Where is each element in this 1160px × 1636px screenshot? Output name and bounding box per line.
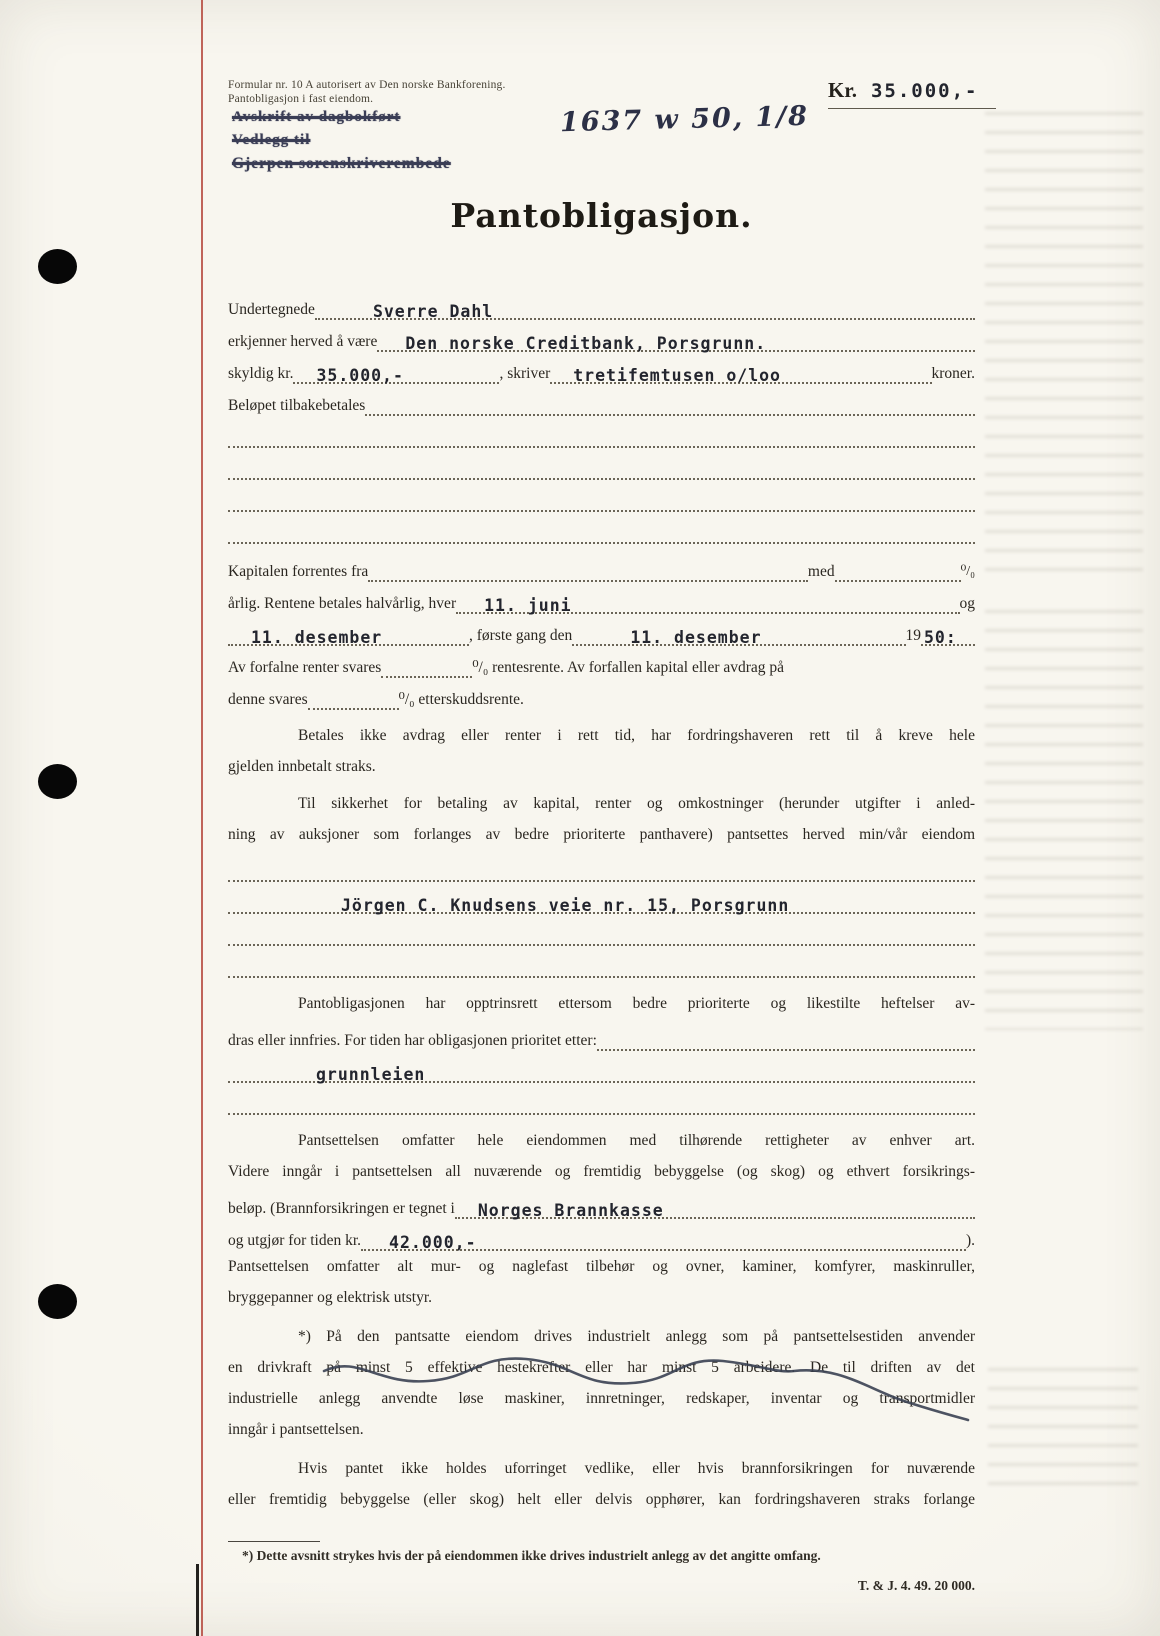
blank-line xyxy=(228,448,975,480)
undertegnede-label: Undertegnede xyxy=(228,301,315,318)
brannforsikring-label: beløp. (Brannforsikringen er tegnet i xyxy=(228,1200,455,1217)
journal-number-handwriting: 1637 w 50, 1/8 xyxy=(559,100,810,139)
clause-line: industrielle anlegg anvendte løse maskiner, innretninger, redskaper, inventar og transportmidler xyxy=(228,1390,975,1407)
skyldig-label: skyldig kr. xyxy=(228,365,294,382)
punch-hole-top xyxy=(38,249,77,284)
amount-header xyxy=(828,78,996,109)
dotted-line xyxy=(228,446,975,448)
dotted-line xyxy=(381,676,472,678)
dotted-line xyxy=(456,593,959,614)
insurer-value: Norges Brannkasse xyxy=(477,1201,664,1220)
punch-hole-middle xyxy=(38,764,77,799)
debtor-name-value: Sverre Dahl xyxy=(372,302,494,321)
amount-value: 35.000,- xyxy=(870,80,979,102)
kapitalen-label: Kapitalen forrentes fra xyxy=(228,563,369,580)
dotted-line xyxy=(228,893,975,914)
blank-line xyxy=(228,850,975,882)
erkjenner-label: erkjenner herved å være xyxy=(228,333,378,350)
field-creditor xyxy=(228,320,975,352)
clause-line: eller fremtidig bebyggelse (eller skog) helt eller delvis opphører, kan fordringshaveren straks forlange xyxy=(228,1491,975,1508)
field-overdue-interest xyxy=(228,646,975,678)
clause-security xyxy=(228,788,975,850)
denne-svares-label: denne svares xyxy=(228,691,308,708)
year-value: 50: xyxy=(924,628,957,647)
field-repayment xyxy=(228,384,975,416)
amount-figure-value: 35.000,- xyxy=(316,366,404,385)
forfalne-label: Av forfalne renter svares xyxy=(228,659,382,676)
dotted-line xyxy=(361,1230,966,1251)
percent-sign: ⁰/₀ xyxy=(960,564,975,579)
blank-line xyxy=(228,480,975,512)
bleed-through-texture xyxy=(985,112,1143,582)
bleed-through-texture xyxy=(988,1368,1138,1488)
form-id-block xyxy=(228,78,506,106)
priority-label: dras eller innfries. For tiden har obligasjonen prioritet etter: xyxy=(228,1032,597,1049)
clause-line: Pantsettelsen omfatter hele eiendommen med tilhørende rettigheter av enhver art. xyxy=(298,1132,975,1149)
blank-line xyxy=(228,914,975,946)
rentesrente-label: ⁰/₀ rentesrente. Av forfallen kapital eller avdrag på xyxy=(472,659,785,676)
binding-edge-mark xyxy=(196,1564,199,1636)
dotted-line xyxy=(368,580,808,582)
clause-line: bryggepanner og elektrisk utstyr. xyxy=(228,1289,433,1306)
dotted-line xyxy=(228,944,975,946)
field-first-due xyxy=(228,614,975,646)
dotted-line xyxy=(228,976,975,978)
field-property-address xyxy=(228,882,975,914)
blank-line xyxy=(228,512,975,544)
clause-line: Til sikkerhet for betaling av kapital, renter og omkostninger (herunder utgifter i anled- xyxy=(298,795,975,812)
dotted-line xyxy=(228,510,975,512)
dotted-line xyxy=(228,625,469,646)
red-margin-rule xyxy=(201,0,203,1636)
kroner-label: kroner. xyxy=(931,365,975,382)
blank-line xyxy=(228,946,975,978)
stamp-line-vedlegg: Vedlegg til xyxy=(232,132,311,148)
dotted-line xyxy=(835,580,961,582)
clause-line: ning av auksjoner som forlanges av bedre prioriterte panthavere) pantsettes herved min/vår eiendom xyxy=(228,826,975,843)
amount-words-value: tretifemtusen o/loo xyxy=(573,366,781,385)
dotted-line xyxy=(550,363,931,384)
footnote-text: *) Dette avsnitt strykes hvis der på eiendommen ikke drives industrielt anlegg av det angitte omfang. xyxy=(242,1548,821,1563)
currency-label: Kr. xyxy=(828,78,857,102)
dotted-line xyxy=(308,708,399,710)
document-title: Pantobligasjon. xyxy=(450,196,753,235)
clause-line: Betales ikke avdrag eller renter i rett tid, har fordringshaveren rett til å kreve hele xyxy=(298,727,975,744)
close-paren-label: ). xyxy=(965,1232,975,1249)
priority-value: grunnleien xyxy=(316,1065,426,1084)
clause-line: Pantobligasjonen har opptrinsrett ettersom bedre prioriterte og likestilte heftelser av- xyxy=(298,995,975,1012)
og-label: og xyxy=(959,595,975,612)
field-priority xyxy=(228,1019,975,1051)
utgjor-label: og utgjør for tiden kr. xyxy=(228,1232,362,1249)
insured-amount-value: 42.000,- xyxy=(389,1233,477,1252)
belopet-label: Beløpet tilbakebetales xyxy=(228,397,366,414)
field-priority-value xyxy=(228,1051,975,1083)
dotted-line xyxy=(572,625,905,646)
clause-line: inngår i pantsettelsen. xyxy=(228,1421,364,1438)
term1-value: 11. juni xyxy=(484,596,572,615)
bleed-through-texture xyxy=(985,610,1143,1030)
printer-mark: T. & J. 4. 49. 20 000. xyxy=(857,1578,975,1593)
punch-hole-bottom xyxy=(38,1284,77,1319)
dotted-line xyxy=(455,1198,975,1219)
dotted-line xyxy=(228,880,975,882)
creditor-name-value: Den norske Creditbank, Porsgrunn. xyxy=(405,334,767,353)
med-label: med xyxy=(807,563,835,580)
field-insurer xyxy=(228,1187,975,1219)
aarlig-label: årlig. Rentene betales halvårlig, hver xyxy=(228,595,457,612)
dotted-line xyxy=(377,331,975,352)
clause-default xyxy=(228,720,975,782)
first-due-value: 11. desember xyxy=(630,628,762,647)
field-amount xyxy=(228,352,975,384)
dotted-line xyxy=(365,414,975,416)
blank-line xyxy=(228,1083,975,1115)
blank-line xyxy=(228,416,975,448)
clause-line: Pantsettelsen omfatter alt mur- og naglefast tilbehør og ovner, kaminer, komfyrer, maskinruller, xyxy=(228,1258,975,1275)
dotted-line xyxy=(228,542,975,544)
etterskudd-label: ⁰/₀ etterskuddsrente. xyxy=(398,691,524,708)
clause-maintenance xyxy=(228,1453,975,1515)
clause-line: en drivkraft på minst 5 effektive hestekrefter eller har minst 5 arbeidere. De til driften av det xyxy=(228,1359,975,1376)
registry-stamp xyxy=(232,106,451,175)
stamp-line-embede: Gjerpen sorenskriverembede xyxy=(232,155,451,172)
field-insured-amount xyxy=(228,1219,975,1251)
dotted-line xyxy=(597,1049,975,1051)
year-prefix-label: 19 xyxy=(905,627,921,644)
skriver-label: , skriver xyxy=(499,365,551,382)
stamp-line-avskrift: Avskrift av dagbokført xyxy=(232,109,401,125)
clause-industrial xyxy=(228,1321,975,1445)
form-type-line: Pantobligasjon i fast eiendom. xyxy=(228,93,374,105)
dotted-line xyxy=(228,478,975,480)
footnote-rule xyxy=(228,1541,320,1542)
clause-line: *) På den pantsatte eiendom drives industrielt anlegg som på pantsettelsestiden anvender xyxy=(298,1328,975,1345)
clause-line: Hvis pantet ikke holdes uforringet vedlike, eller hvis brannforsikringen for nuværende xyxy=(298,1460,975,1477)
dotted-line xyxy=(315,299,975,320)
forste-gang-label: , første gang den xyxy=(469,627,573,644)
clause-line: gjelden innbetalt straks. xyxy=(228,758,376,775)
property-address-value: Jörgen C. Knudsens veie nr. 15, Porsgrunn xyxy=(341,896,790,915)
dotted-line xyxy=(228,1062,975,1083)
field-undertegnede xyxy=(228,288,975,320)
clause-line: Videre inngår i pantsettelsen all nuværende og fremtidig bebyggelse (og skog) og ethvert forsikrings- xyxy=(228,1163,975,1180)
field-interest-terms xyxy=(228,582,975,614)
term2-value: 11. desember xyxy=(251,628,383,647)
document-body xyxy=(228,288,975,1594)
field-interest-start xyxy=(228,550,975,582)
form-authorization-line: Formular nr. 10 A autorisert av Den norske Bankforening. xyxy=(228,79,506,91)
clause-coverage-2 xyxy=(228,1251,975,1313)
footnote-block xyxy=(228,1541,975,1564)
clause-priority xyxy=(228,988,975,1019)
dotted-line xyxy=(228,1113,975,1115)
clause-coverage xyxy=(228,1125,975,1187)
field-penalty-interest xyxy=(228,678,975,710)
dotted-line xyxy=(293,363,499,384)
dotted-line xyxy=(921,625,975,646)
